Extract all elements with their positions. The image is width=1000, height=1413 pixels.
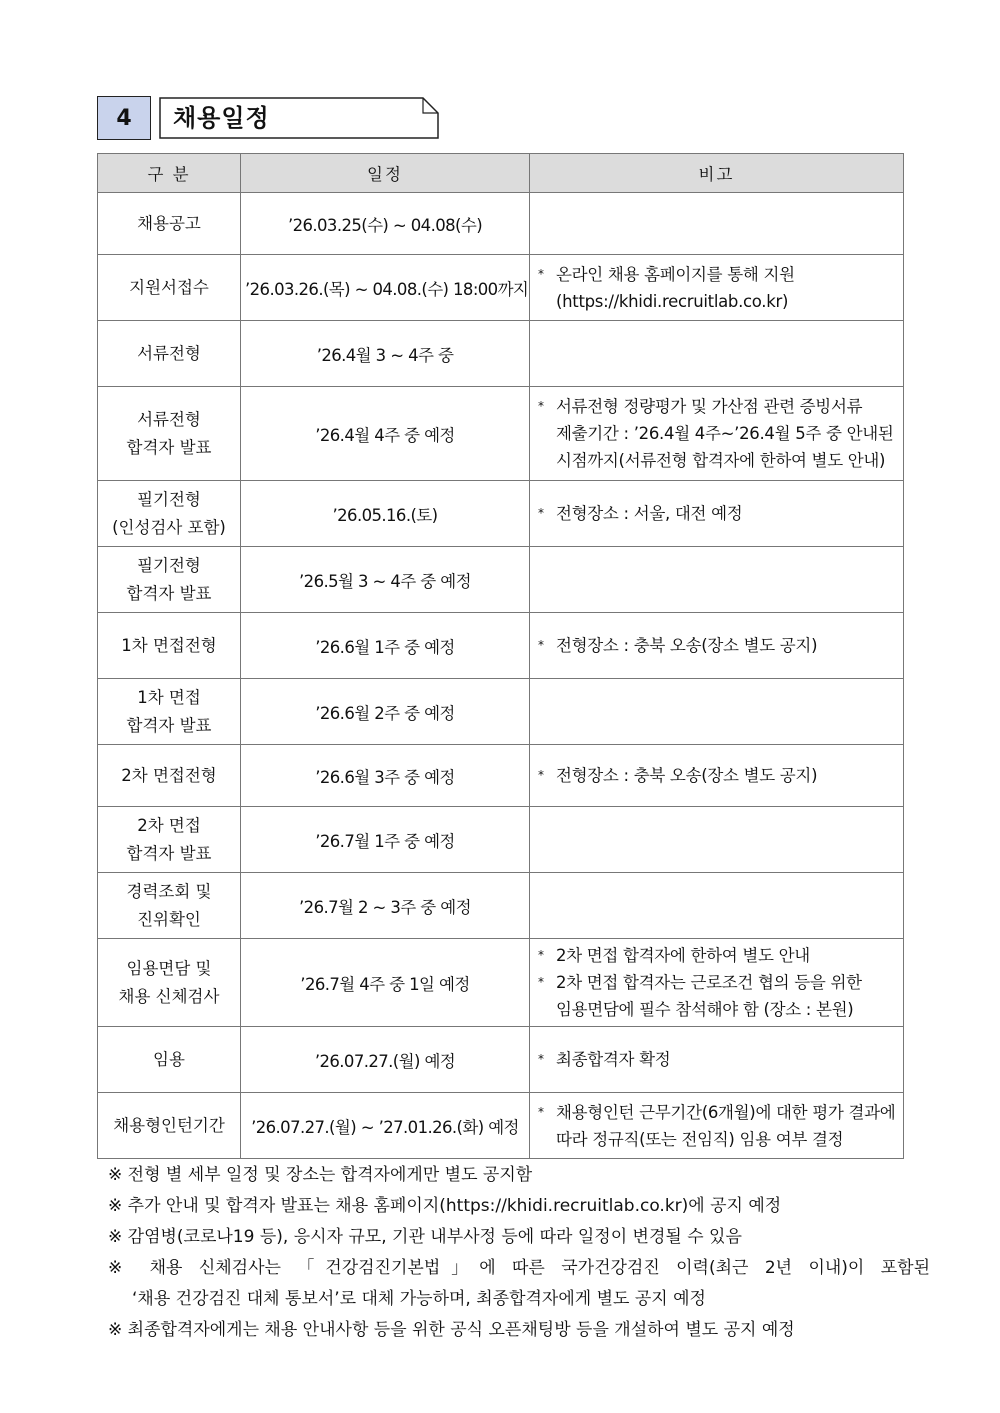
row-date: ’26.6월 3주 중 예정 — [241, 745, 530, 807]
category-line: 진위확인 — [137, 909, 201, 929]
header-date: 일정 — [241, 154, 530, 193]
note-bullet: * — [538, 1104, 544, 1119]
row-date: ’26.4월 4주 중 예정 — [241, 387, 530, 481]
table-row — [98, 387, 904, 481]
note-text: 제출기간 : ’26.4월 4주~’26.4월 5주 중 안내된 — [556, 424, 894, 443]
row-category — [98, 939, 241, 1027]
row-date: ’26.6월 2주 중 예정 — [241, 679, 530, 745]
note-text: (https://khidi.recruitlab.co.kr) — [556, 291, 789, 311]
category-line: 필기전형 — [137, 489, 201, 509]
note-line — [538, 942, 897, 969]
schedule-body — [98, 193, 904, 1159]
note-line — [538, 1126, 897, 1153]
row-date: ’26.7월 2 ~ 3주 중 예정 — [241, 873, 530, 939]
note-text: 2차 면접 합격자는 근로조건 협의 등을 위한 — [556, 973, 862, 992]
row-category — [98, 873, 241, 939]
row-notes — [530, 1093, 904, 1159]
footnote-line: ※ 최종합격자에게는 채용 안내사항 등을 위한 공식 오픈채팅방 등을 개설하여 별도 공지 예정 — [108, 1320, 795, 1340]
footnote-line: ※ 전형 별 세부 일정 및 장소는 합격자에게만 별도 공지함 — [108, 1165, 533, 1185]
note-line — [538, 996, 897, 1023]
note-line — [538, 632, 897, 659]
category-line: 2차 면접 — [137, 815, 201, 835]
row-date: ’26.05.16.(토) — [241, 481, 530, 547]
note-text: 전형장소 : 충북 오송(장소 별도 공지) — [556, 636, 818, 655]
row-notes — [530, 745, 904, 807]
table-row — [98, 321, 904, 387]
row-date: ’26.4월 3 ~ 4주 중 — [241, 321, 530, 387]
header-category: 구 분 — [98, 154, 241, 193]
row-category — [98, 321, 241, 387]
category-line: 필기전형 — [137, 555, 201, 575]
row-category — [98, 255, 241, 321]
note-text: 최종합격자 확정 — [556, 1050, 671, 1069]
note-text: 전형장소 : 서울, 대전 예정 — [556, 504, 743, 523]
table-row — [98, 613, 904, 679]
category-line: 합격자 발표 — [126, 583, 212, 603]
table-row — [98, 939, 904, 1027]
table-row — [98, 193, 904, 255]
category-line: 합격자 발표 — [126, 437, 212, 457]
note-line — [538, 447, 897, 474]
table-row — [98, 745, 904, 807]
footnotes — [108, 1160, 930, 1346]
note-text: 따라 정규직(또는 전임직) 임용 여부 결정 — [556, 1129, 844, 1149]
row-notes — [530, 1027, 904, 1093]
note-bullet: * — [538, 638, 544, 652]
footnote-line: ※ 채용 신체검사는 「건강검진기본법」에 따른 국가건강검진 이력(최근 2년 이내)이 포함된 — [108, 1258, 930, 1278]
note-text: 온라인 채용 홈페이지를 통해 지원 — [556, 264, 795, 284]
row-notes — [530, 807, 904, 873]
header-notes: 비고 — [530, 154, 904, 193]
category-line: 채용형인턴기간 — [113, 1115, 225, 1135]
row-category — [98, 1027, 241, 1093]
row-notes — [530, 547, 904, 613]
row-category — [98, 745, 241, 807]
note-line — [538, 762, 897, 789]
section-title: 채용일정 — [173, 104, 270, 132]
note-bullet: * — [538, 948, 544, 962]
table-row — [98, 547, 904, 613]
row-date: ’26.03.25(수) ~ 04.08(수) — [241, 193, 530, 255]
table-row — [98, 1027, 904, 1093]
row-notes — [530, 613, 904, 679]
note-text: 서류전형 정량평가 및 가산점 관련 증빙서류 — [556, 397, 863, 416]
note-bullet: * — [538, 1052, 544, 1066]
table-row — [98, 481, 904, 547]
row-notes — [530, 255, 904, 321]
row-category — [98, 613, 241, 679]
category-line: 임용면담 및 — [126, 958, 212, 978]
row-category — [98, 807, 241, 873]
row-date: ’26.07.27.(월) 예정 — [241, 1027, 530, 1093]
note-text: 전형장소 : 충북 오송(장소 별도 공지) — [556, 766, 818, 785]
note-line — [538, 393, 897, 420]
note-bullet: * — [538, 506, 544, 520]
category-line: 지원서접수 — [129, 277, 209, 297]
row-notes — [530, 321, 904, 387]
row-date: ’26.7월 4주 중 1일 예정 — [241, 939, 530, 1027]
category-line: 채용공고 — [137, 213, 201, 233]
table-row — [98, 873, 904, 939]
category-line: (인성검사 포함) — [112, 517, 226, 537]
row-date: ’26.5월 3 ~ 4주 중 예정 — [241, 547, 530, 613]
category-line: 합격자 발표 — [126, 843, 212, 863]
row-notes — [530, 679, 904, 745]
table-row — [98, 1093, 904, 1159]
note-text: 채용형인턴 근무기간(6개월)에 대한 평가 결과에 — [556, 1102, 896, 1122]
footnote-line: ※ 감염병(코로나19 등), 응시자 규모, 기관 내부사정 등에 따라 일정이 변경될 수 있음 — [108, 1227, 742, 1247]
row-notes — [530, 873, 904, 939]
footnote-line: ※ 추가 안내 및 합격자 발표는 채용 홈페이지(https://khidi.recruitlab.co.kr)에 공지 예정 — [108, 1196, 782, 1216]
category-line: 2차 면접전형 — [121, 765, 217, 785]
note-line — [538, 500, 897, 527]
row-date: ’26.03.26.(목) ~ 04.08.(수) 18:00까지 — [241, 255, 530, 321]
row-date: ’26.07.27.(월) ~ ’27.01.26.(화) 예정 — [241, 1093, 530, 1159]
row-category — [98, 481, 241, 547]
note-line — [538, 420, 897, 447]
footnote-line: ‘채용 건강검진 대체 통보서’로 대체 가능하며, 최종합격자에게 별도 공지 예정 — [132, 1289, 706, 1309]
note-bullet: * — [538, 266, 544, 281]
category-line: 1차 면접전형 — [121, 635, 217, 655]
note-bullet: * — [538, 768, 544, 782]
row-category — [98, 547, 241, 613]
note-bullet: * — [538, 975, 544, 989]
row-date: ’26.6월 1주 중 예정 — [241, 613, 530, 679]
table-header-row — [98, 154, 904, 193]
section-number: 4 — [97, 96, 151, 140]
table-row — [98, 807, 904, 873]
row-notes — [530, 387, 904, 481]
category-line: 채용 신체검사 — [118, 986, 220, 1006]
note-text: 시점까지(서류전형 합격자에 한하여 별도 안내) — [556, 451, 886, 470]
note-line — [538, 288, 897, 315]
row-category — [98, 1093, 241, 1159]
row-notes — [530, 193, 904, 255]
note-text: 임용면담에 필수 참석해야 함 (장소 : 본원) — [556, 1000, 854, 1019]
category-line: 1차 면접 — [137, 687, 201, 707]
category-line: 서류전형 — [137, 409, 201, 429]
table-row — [98, 255, 904, 321]
category-line: 경력조회 및 — [126, 881, 212, 901]
section-title-box — [159, 97, 439, 139]
category-line: 임용 — [153, 1049, 185, 1069]
schedule-table — [97, 153, 904, 1159]
note-line — [538, 261, 897, 288]
note-line — [538, 1046, 897, 1073]
row-category — [98, 387, 241, 481]
table-row — [98, 679, 904, 745]
row-category — [98, 193, 241, 255]
row-notes — [530, 939, 904, 1027]
category-line: 합격자 발표 — [126, 715, 212, 735]
note-line — [538, 1099, 897, 1126]
note-bullet: * — [538, 399, 544, 413]
note-line — [538, 969, 897, 996]
row-date: ’26.7월 1주 중 예정 — [241, 807, 530, 873]
note-text: 2차 면접 합격자에 한하여 별도 안내 — [556, 946, 810, 965]
row-category — [98, 679, 241, 745]
row-notes — [530, 481, 904, 547]
category-line: 서류전형 — [137, 343, 201, 363]
